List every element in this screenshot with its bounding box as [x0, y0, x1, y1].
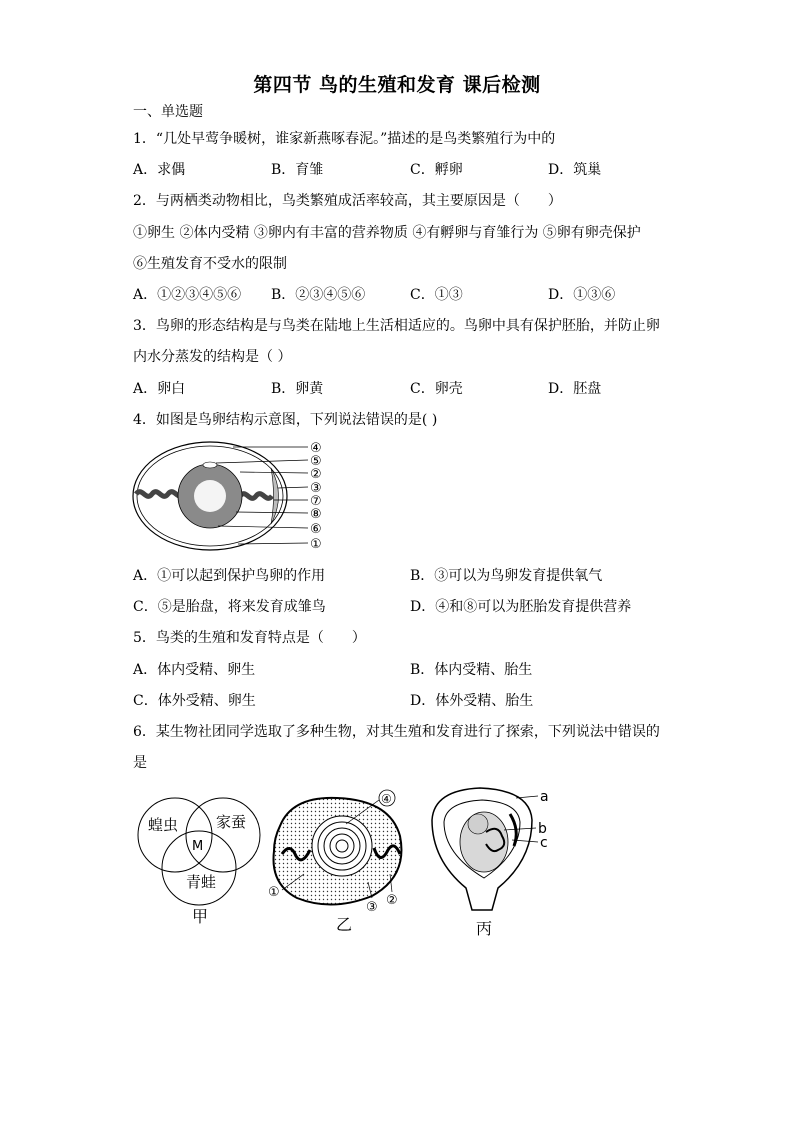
q1-option-c[interactable]: C．孵卵: [410, 162, 463, 178]
q4-stem: 4．如图是鸟卵结构示意图，下列说法错误的是( ): [133, 412, 438, 428]
q5-option-b[interactable]: B．体内受精、胎生: [410, 662, 533, 678]
venn-circle-locust: [138, 798, 212, 872]
q3-option-b[interactable]: B．卵黄: [271, 381, 324, 397]
figure-label-bing: 丙: [476, 919, 493, 938]
fetus-head: [468, 814, 488, 834]
q1-option-a[interactable]: A．求偶: [133, 162, 186, 178]
q1-option-b[interactable]: B．育雏: [271, 162, 324, 178]
q6-stem-cont: 是: [133, 755, 147, 771]
q2-option-c[interactable]: C．①③: [410, 287, 463, 303]
venn-label-locust: 蝗虫: [148, 816, 179, 834]
egg-label-7: ⑦: [310, 494, 322, 509]
q1-option-d[interactable]: D．筑巢: [548, 162, 602, 178]
egg-cross-section-diagram: [262, 786, 412, 936]
egg2-label-2: ②: [386, 893, 398, 908]
q3-stem: 3．鸟卵的形态结构是与鸟类在陆地上生活相适应的。鸟卵中具有保护胚胎，并防止卵: [133, 318, 660, 334]
egg-label-3: ③: [310, 481, 322, 496]
egg2-label-4: ④: [381, 792, 392, 806]
q2-stem: 2．与两栖类动物相比，鸟类繁殖成活率较高，其主要原因是（ ）: [133, 193, 562, 209]
q3-option-c[interactable]: C．卵壳: [410, 381, 463, 397]
venn-label-m: M: [192, 839, 204, 854]
egg-label-4: ④: [310, 441, 322, 456]
q4-option-c[interactable]: C．⑤是胎盘，将来发育成雏鸟: [133, 599, 326, 615]
venn-label-silkworm: 家蚕: [216, 813, 247, 831]
germinal-disc: [203, 462, 217, 468]
q2-option-d[interactable]: D．①③⑥: [548, 287, 616, 303]
egg-label-1: ①: [310, 537, 322, 552]
figure-label-jia: 甲: [192, 907, 209, 926]
egg2-label-1: ①: [268, 885, 280, 900]
q4-option-a[interactable]: A．①可以起到保护鸟卵的作用: [133, 568, 326, 584]
egg-label-6: ⑥: [310, 522, 322, 537]
egg-label-5: ⑤: [310, 454, 322, 469]
uterus-label-a: a: [540, 789, 549, 805]
q3-option-a[interactable]: A．卵白: [133, 381, 186, 397]
q2-statements: ①卵生 ②体内受精 ③卵内有丰富的营养物质 ④有孵卵与育雏行为 ⑤卵有卵壳保护: [133, 225, 641, 241]
page-title: 第四节 鸟的生殖和发育 课后检测: [253, 74, 541, 96]
q4-option-d[interactable]: D．④和⑧可以为胚胎发育提供营养: [410, 599, 632, 615]
chalaza-left: [136, 492, 184, 497]
egg2-label-3: ③: [366, 900, 378, 915]
venn-diagram: [130, 790, 270, 930]
uterus-fetus-diagram: [420, 780, 570, 940]
figure-label-yi: 乙: [336, 915, 353, 934]
q5-option-a[interactable]: A．体内受精、卵生: [133, 662, 256, 678]
egg-label-2: ②: [310, 467, 322, 482]
egg-label-8: ⑧: [310, 507, 322, 522]
q2-option-b[interactable]: B．②③④⑤⑥: [271, 287, 366, 303]
q3-option-d[interactable]: D．胚盘: [548, 381, 602, 397]
venn-label-frog: 青蛙: [186, 873, 217, 891]
uterus-label-b: b: [538, 821, 547, 837]
bird-egg-diagram: [128, 438, 338, 556]
q4-option-b[interactable]: B．③可以为鸟卵发育提供氧气: [410, 568, 603, 584]
uterus-label-c: c: [540, 835, 548, 851]
q2-statements-cont: ⑥生殖发育不受水的限制: [133, 256, 287, 272]
q2-option-a[interactable]: A．①②③④⑤⑥: [133, 287, 242, 303]
yolk-rings: [312, 816, 372, 876]
section-heading: 一、单选题: [133, 104, 203, 120]
yolk-center: [194, 480, 226, 512]
q5-option-d[interactable]: D．体外受精、胎生: [410, 693, 534, 709]
q6-stem: 6．某生物社团同学选取了多种生物，对其生殖和发育进行了探索，下列说法中错误的: [133, 724, 660, 740]
venn-circle-silkworm: [186, 798, 260, 872]
q5-option-c[interactable]: C．体外受精、卵生: [133, 693, 256, 709]
q3-stem-cont: 内水分蒸发的结构是（ ）: [133, 349, 292, 365]
q5-stem: 5．鸟类的生殖和发育特点是（ ）: [133, 630, 366, 646]
q1-stem: 1．“几处早莺争暖树，谁家新燕啄春泥。”描述的是鸟类繁殖行为中的: [133, 131, 556, 147]
